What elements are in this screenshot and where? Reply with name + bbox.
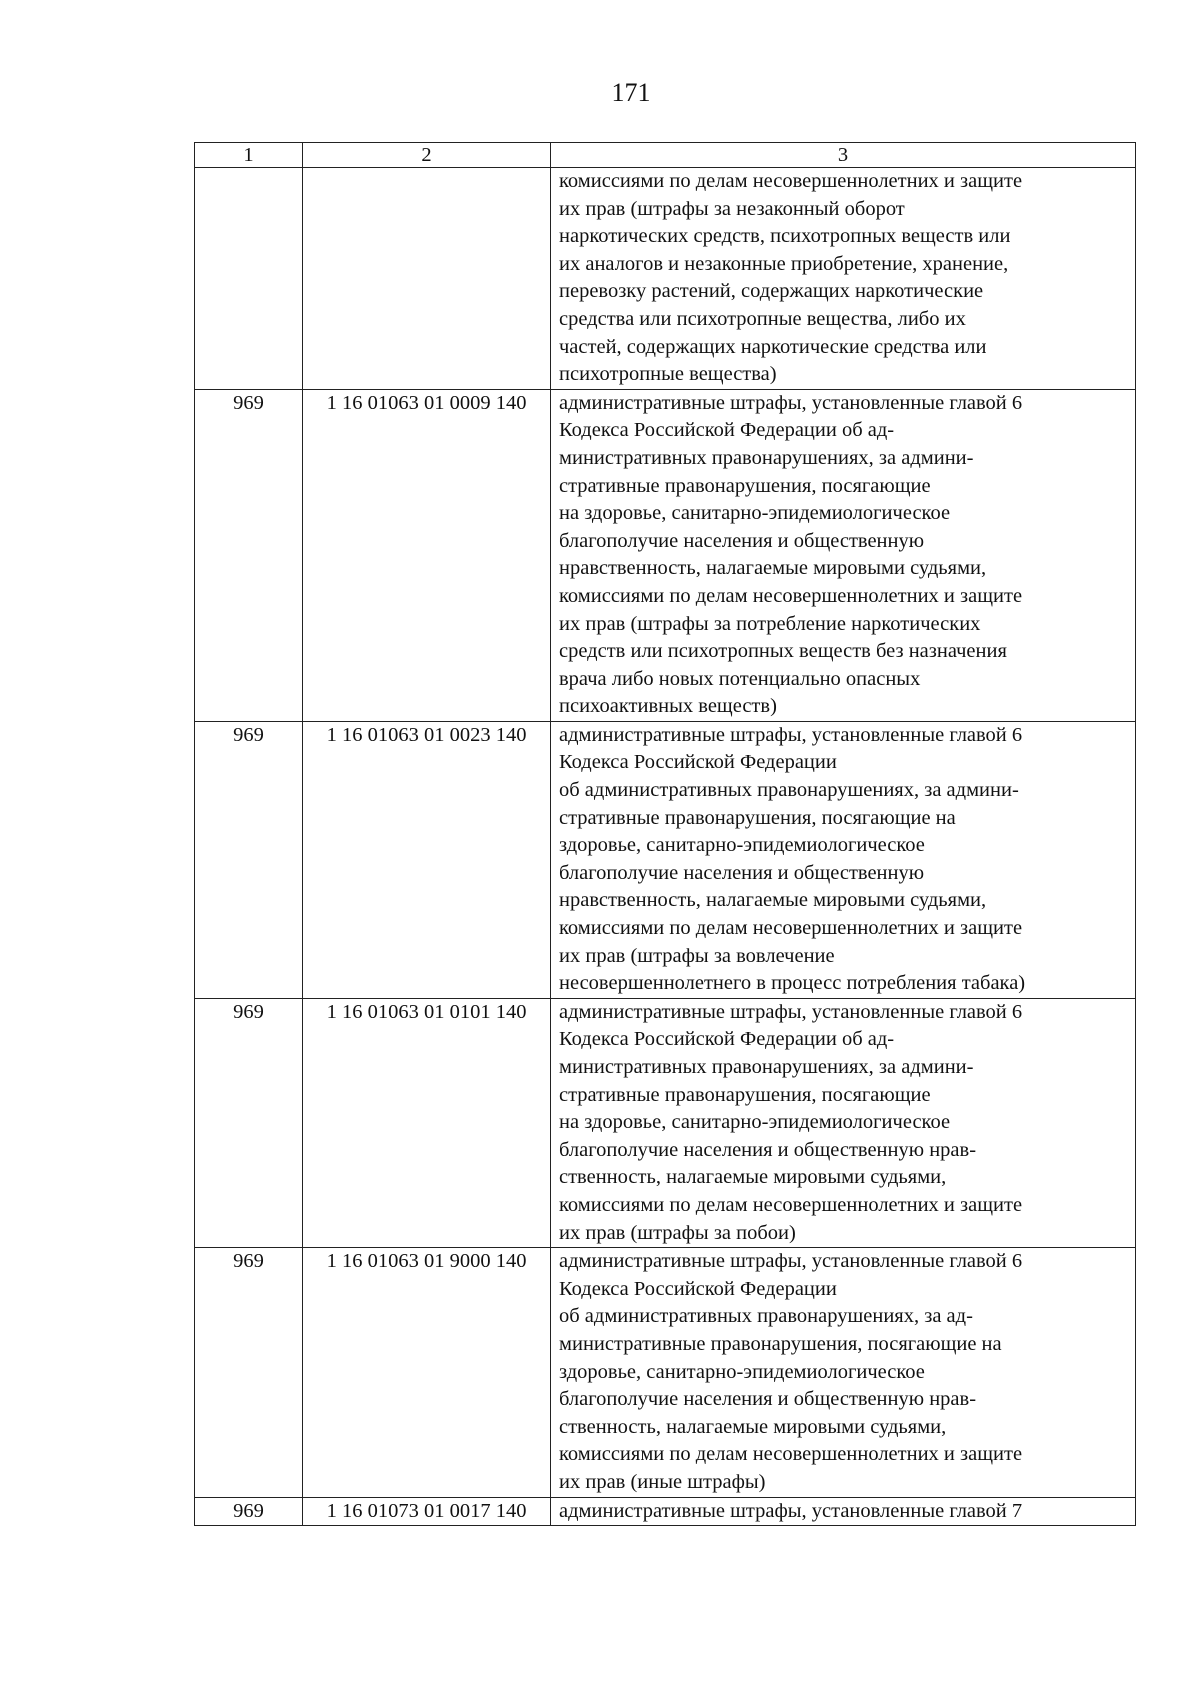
column-header-3: 3 [551, 143, 1136, 168]
description-line: стративные правонарушения, посягающие [559, 474, 931, 497]
revenue-description-cell [551, 1248, 1136, 1497]
description-line: здоровье, санитарно-эпидемиологическое [559, 834, 925, 857]
table-row [195, 1497, 1136, 1526]
revenue-description-cell [551, 389, 1136, 721]
revenue-description-cell [551, 721, 1136, 998]
description-line: административные штрафы, установленные главой 6 [559, 391, 1023, 414]
table-header-row [195, 143, 1136, 168]
description-line: благополучие населения и общественную нрав- [559, 1388, 977, 1411]
description-line: административные штрафы, установленные главой 6 [559, 1250, 1023, 1273]
budget-codes-table [194, 142, 1136, 1526]
table-row [195, 1248, 1136, 1497]
budget-classification-code-cell: 1 16 01063 01 0101 140 [303, 998, 551, 1247]
description-line: несовершеннолетнего в процесс потребления табака) [559, 972, 1026, 995]
admin-code-cell [195, 168, 303, 390]
admin-code-cell: 969 [195, 1497, 303, 1526]
budget-classification-code-cell: 1 16 01073 01 0017 140 [303, 1497, 551, 1526]
description-line: перевозку растений, содержащих наркотические [559, 280, 984, 303]
description-line: нравственность, налагаемые мировыми судьями, [559, 889, 987, 912]
description-line: средства или психотропные вещества, либо их [559, 307, 966, 330]
description-line: их прав (штрафы за вовлечение [559, 944, 835, 967]
description-line: их прав (штрафы за потребление наркотических [559, 612, 981, 635]
admin-code-cell: 969 [195, 1248, 303, 1497]
description-line: их прав (штрафы за побои) [559, 1221, 796, 1244]
description-line: Кодекса Российской Федерации об ад- [559, 1028, 895, 1051]
description-line: их аналогов и незаконные приобретение, хранение, [559, 252, 1009, 275]
description-line: административные штрафы, установленные главой 6 [559, 723, 1023, 746]
description-line: комиссиями по делам несовершеннолетних и защите [559, 917, 1023, 940]
description-line: психоактивных веществ) [559, 695, 777, 718]
table-row [195, 998, 1136, 1247]
budget-classification-code-cell: 1 16 01063 01 0009 140 [303, 389, 551, 721]
description-line: Кодекса Российской Федерации [559, 751, 837, 774]
description-line: здоровье, санитарно-эпидемиологическое [559, 1360, 925, 1383]
description-line: административные штрафы, установленные главой 7 [559, 1499, 1023, 1522]
description-line: их прав (штрафы за незаконный оборот [559, 197, 905, 220]
description-line: министративных правонарушениях, за админи- [559, 446, 974, 469]
description-line: наркотических средств, психотропных веществ или [559, 225, 1011, 248]
description-line: благополучие населения и общественную нрав- [559, 1138, 977, 1161]
budget-classification-code-cell: 1 16 01063 01 9000 140 [303, 1248, 551, 1497]
column-header-2: 2 [303, 143, 551, 168]
description-line: на здоровье, санитарно-эпидемиологическое [559, 502, 951, 525]
admin-code-cell: 969 [195, 721, 303, 998]
description-line: нравственность, налагаемые мировыми судьями, [559, 557, 987, 580]
revenue-description-cell [551, 168, 1136, 390]
description-line: об административных правонарушениях, за админи- [559, 779, 1019, 802]
description-line: благополучие населения и общественную [559, 861, 925, 884]
description-line: стративные правонарушения, посягающие на [559, 806, 956, 829]
column-header-1: 1 [195, 143, 303, 168]
description-line: министративные правонарушения, посягающие на [559, 1332, 1002, 1355]
table-body [195, 168, 1136, 1526]
description-line: психотропные вещества) [559, 363, 777, 386]
description-line: комиссиями по делам несовершеннолетних и защите [559, 1443, 1023, 1466]
description-line: стративные правонарушения, посягающие [559, 1083, 931, 1106]
description-line: Кодекса Российской Федерации об ад- [559, 419, 895, 442]
revenue-description-cell [551, 1497, 1136, 1526]
table-row [195, 389, 1136, 721]
description-line: Кодекса Российской Федерации [559, 1277, 837, 1300]
revenue-description-cell [551, 998, 1136, 1247]
budget-classification-code-cell [303, 168, 551, 390]
description-line: ственность, налагаемые мировыми судьями, [559, 1166, 947, 1189]
description-line: частей, содержащих наркотические средства или [559, 335, 987, 358]
admin-code-cell: 969 [195, 389, 303, 721]
description-line: благополучие населения и общественную [559, 529, 925, 552]
description-line: министративных правонарушениях, за админи- [559, 1056, 974, 1078]
page-number: 171 [611, 78, 651, 107]
table-row [195, 168, 1136, 390]
description-line: на здоровье, санитарно-эпидемиологическое [559, 1111, 951, 1134]
description-line: комиссиями по делам несовершеннолетних и защите [559, 584, 1023, 607]
table-row [195, 721, 1136, 998]
description-line: об административных правонарушениях, за ад- [559, 1305, 973, 1328]
description-line: врача либо новых потенциально опасных [559, 667, 921, 690]
description-line: их прав (иные штрафы) [559, 1470, 766, 1493]
description-line: ственность, налагаемые мировыми судьями, [559, 1415, 947, 1438]
description-line: средств или психотропных веществ без назначения [559, 640, 1007, 663]
admin-code-cell: 969 [195, 998, 303, 1247]
description-line: комиссиями по делам несовершеннолетних и защите [559, 170, 1023, 192]
description-line: административные штрафы, установленные главой 6 [559, 1000, 1023, 1023]
budget-classification-code-cell: 1 16 01063 01 0023 140 [303, 721, 551, 998]
description-line: комиссиями по делам несовершеннолетних и защите [559, 1193, 1023, 1216]
